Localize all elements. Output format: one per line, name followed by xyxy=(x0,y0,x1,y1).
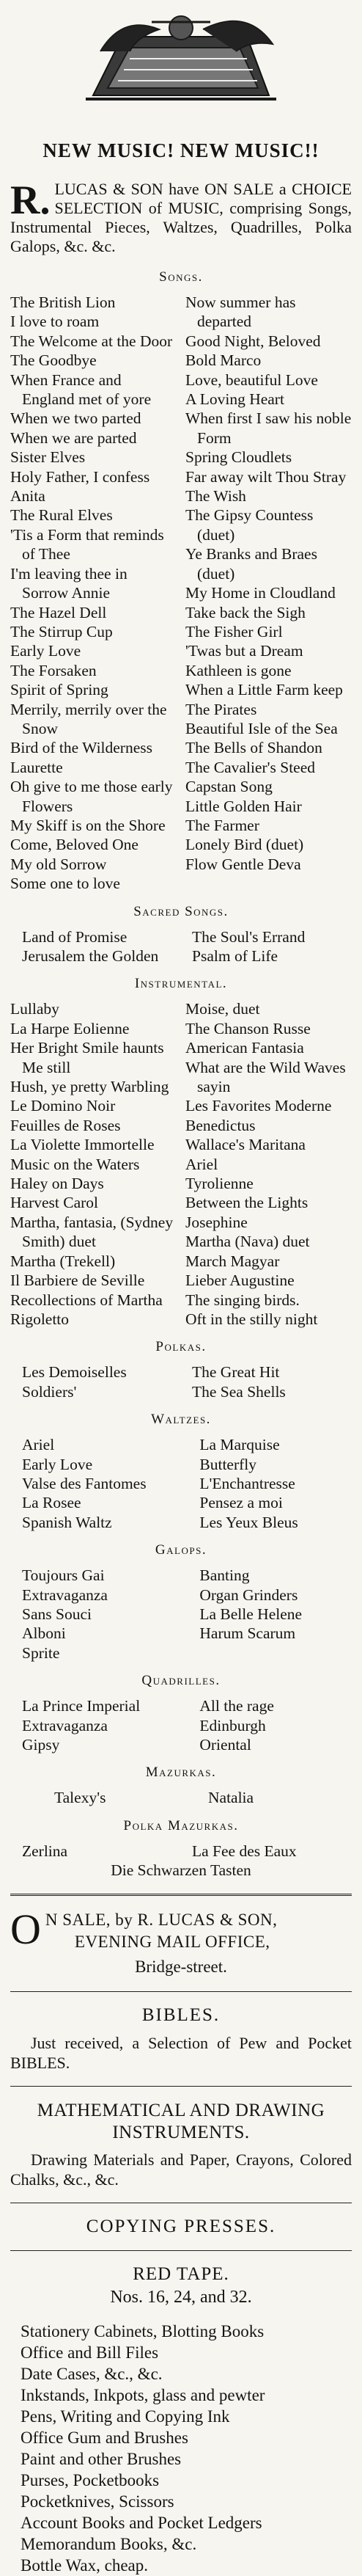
list-item: Kathleen is gone xyxy=(185,661,292,679)
list-item: Il Barbiere de Seville xyxy=(10,1271,145,1290)
list-item: Psalm of Life xyxy=(192,947,278,965)
divider xyxy=(10,1991,352,1992)
instruments-illustration-icon xyxy=(78,7,284,110)
math-body: Drawing Materials and Paper, Crayons, Colored Chalks, &c., &c. xyxy=(10,2150,352,2189)
list-item: Pocketknives, Scissors xyxy=(21,2492,174,2511)
list-item: Date Cases, &c., &c. xyxy=(21,2364,163,2383)
list-item: The Sea Shells xyxy=(192,1382,286,1401)
address-line: Bridge-street. xyxy=(135,1957,227,1976)
section-title-instrumental: Instrumental. xyxy=(134,976,228,992)
list-item: Zerlina xyxy=(22,1842,68,1860)
sacred-list xyxy=(10,927,352,966)
mazurkas-list xyxy=(10,1788,352,1807)
list-item: The Fisher Girl xyxy=(185,622,283,641)
list-item: I love to roam xyxy=(10,313,100,331)
section-title-polka-mazurkas: Polka Mazurkas. xyxy=(123,1817,239,1834)
list-item: Harum Scarum xyxy=(199,1624,296,1643)
list-item: My old Sorrow xyxy=(10,855,107,873)
list-item: Wallace's Maritana xyxy=(185,1136,306,1154)
list-item: The Stirrup Cup xyxy=(10,622,113,641)
list-item: Pens, Writing and Copying Ink xyxy=(21,2407,230,2426)
list-item: Ariel xyxy=(22,1436,55,1454)
list-item: The Goodbye xyxy=(10,351,97,370)
list-item: Talexy's xyxy=(54,1789,106,1807)
section-title-polkas: Polkas. xyxy=(155,1339,207,1355)
instrumental-list xyxy=(10,999,352,1329)
list-item: Inkstands, Inkpots, glass and pewter xyxy=(21,2385,265,2404)
math-title: MATHEMATICAL AND DRAWING INSTRUMENTS. xyxy=(37,2100,325,2142)
drop-cap: R. xyxy=(10,178,51,223)
list-item: The Pirates xyxy=(185,700,257,718)
headline: NEW MUSIC! NEW MUSIC!! xyxy=(43,139,319,161)
list-item: What are the Wild Waves sayin xyxy=(185,1058,346,1096)
divider xyxy=(10,1894,352,1896)
on-sale-line: N SALE, by R. LUCAS & SON, xyxy=(45,1910,278,1929)
list-item: A Loving Heart xyxy=(185,390,284,409)
list-item: Feuilles de Roses xyxy=(10,1116,121,1134)
list-item: Lieber Augustine xyxy=(185,1271,295,1290)
list-item: The Wish xyxy=(185,487,246,506)
list-item: Lullaby xyxy=(10,1000,59,1018)
office-line: EVENING MAIL OFFICE, xyxy=(74,1932,270,1951)
list-item: Benedictus xyxy=(185,1116,256,1134)
intro-text: LUCAS & SON have ON SALE a CHOICE SELECTION of MUSIC, comprising Songs, Instrumental Pieces, Waltzes, Quadrilles, Polka Galops, &c. &c. xyxy=(10,180,352,255)
list-item: Capstan Song xyxy=(185,778,273,796)
list-item: Les Yeux Bleus xyxy=(199,1513,298,1531)
list-item: Oft in the stilly night xyxy=(185,1310,318,1328)
list-item: Les Demoiselles xyxy=(22,1363,127,1382)
list-item: Take back the Sigh xyxy=(185,603,306,621)
list-item: Anita xyxy=(10,487,45,506)
list-item: Josephine xyxy=(185,1213,248,1231)
divider xyxy=(10,2086,352,2087)
list-item: Flow Gentle Deva xyxy=(185,855,301,873)
list-item: La Prince Imperial xyxy=(22,1697,141,1715)
divider xyxy=(10,2250,352,2251)
red-tape-title: RED TAPE. xyxy=(133,2263,229,2284)
list-item: Martha (Nava) duet xyxy=(185,1233,310,1251)
list-item: Ye Branks and Braes (duet) xyxy=(185,545,317,583)
list-item: My Home in Cloudland xyxy=(185,584,336,602)
list-item: The Rural Elves xyxy=(10,506,113,525)
list-item: When we two parted xyxy=(10,409,141,428)
list-item: Merrily, merrily over the Snow xyxy=(10,700,167,737)
list-item: Martha, fantasia, (Sydney Smith) duet xyxy=(10,1213,174,1251)
list-item: Purses, Pocketbooks xyxy=(21,2470,160,2489)
copying-presses-title: COPYING PRESSES. xyxy=(86,2216,276,2236)
list-item: Extravaganza xyxy=(22,1586,108,1604)
list-item: The Great Hit xyxy=(192,1363,280,1382)
list-item: Beautiful Isle of the Sea xyxy=(185,719,338,737)
list-item: 'Tis a Form that reminds of Thee xyxy=(10,525,164,563)
list-item: Les Favorites Moderne xyxy=(185,1097,332,1115)
drop-cap: O xyxy=(10,1905,41,1953)
bibles-body: Just received, a Selection of Pew and Pocket BIBLES. xyxy=(10,2033,352,2072)
list-item: Alboni xyxy=(22,1624,66,1643)
list-item: Come, Beloved One xyxy=(10,836,138,854)
list-item: The Gipsy Countess (duet) xyxy=(185,506,314,544)
list-item: The British Lion xyxy=(10,293,116,311)
list-item: The Bells of Shandon xyxy=(185,739,322,757)
list-item: Tyrolienne xyxy=(185,1175,254,1193)
list-item: Edinburgh xyxy=(199,1716,266,1734)
section-title-waltzes: Waltzes. xyxy=(151,1412,211,1428)
list-item: La Harpe Eolienne xyxy=(10,1019,130,1037)
list-item: The Welcome at the Door xyxy=(10,332,173,350)
songs-list xyxy=(10,293,352,894)
list-item: The Hazel Dell xyxy=(10,603,107,621)
list-item: La Belle Helene xyxy=(199,1605,303,1623)
instrumental-left-column xyxy=(10,999,177,1329)
list-item: Banting xyxy=(199,1566,250,1585)
list-item: Lonely Bird (duet) xyxy=(185,836,304,854)
section-title-songs: Songs. xyxy=(159,269,203,285)
instrumental-right-column xyxy=(185,999,352,1329)
list-item: Oriental xyxy=(199,1736,251,1754)
list-item: Now summer has departed xyxy=(185,293,296,331)
list-item: Her Bright Smile haunts Me still xyxy=(10,1039,164,1076)
list-item: La Violette Immortelle xyxy=(10,1136,155,1154)
section-title-galops: Galops. xyxy=(155,1542,207,1558)
red-tape-sizes: Nos. 16, 24, and 32. xyxy=(110,2287,252,2307)
list-item: The singing birds. xyxy=(185,1291,300,1309)
list-item: When a Little Farm keep xyxy=(185,681,343,699)
list-item: Spirit of Spring xyxy=(10,681,108,699)
list-item: Moise, duet xyxy=(185,1000,260,1018)
list-item: The Forsaken xyxy=(10,661,97,679)
list-item: Office Gum and Brushes xyxy=(21,2428,188,2447)
list-item: The Cavalier's Steed xyxy=(185,758,316,776)
songs-right-column xyxy=(185,293,352,894)
list-item: Haley on Days xyxy=(10,1175,104,1193)
list-item: Rigoletto xyxy=(10,1310,70,1328)
quadrilles-list xyxy=(10,1696,352,1754)
list-item: Organ Grinders xyxy=(199,1586,298,1604)
list-item: Ariel xyxy=(185,1155,218,1173)
list-item: Music on the Waters xyxy=(10,1155,140,1173)
list-item: Sprite xyxy=(22,1643,60,1662)
list-item: 'Twas but a Dream xyxy=(185,642,303,660)
list-item: Early Love xyxy=(10,642,81,660)
section-title-mazurkas: Mazurkas. xyxy=(145,1765,217,1781)
list-item: Hush, ye pretty Warbling xyxy=(10,1078,169,1096)
list-item: Spring Cloudlets xyxy=(185,448,292,467)
list-item: Little Golden Hair xyxy=(185,797,302,815)
list-item: Natalia xyxy=(208,1789,254,1807)
list-item: Between the Lights xyxy=(185,1194,309,1212)
list-item: I'm leaving thee in Sorrow Annie xyxy=(10,564,128,602)
list-item: Laurette xyxy=(10,758,63,776)
list-item: Memorandum Books, &c. xyxy=(21,2534,197,2553)
songs-left-column xyxy=(10,293,177,894)
list-item: Stationery Cabinets, Blotting Books xyxy=(21,2321,265,2340)
list-item: Some one to love xyxy=(10,875,120,893)
list-item: Spanish Waltz xyxy=(22,1513,112,1531)
list-item: March Magyar xyxy=(185,1252,280,1270)
list-item: Die Schwarzen Tasten xyxy=(111,1861,251,1880)
list-item: La Marquise xyxy=(199,1436,280,1454)
list-item: Pensez a moi xyxy=(199,1494,283,1512)
list-item: Extravaganza xyxy=(22,1716,108,1734)
list-item: Account Books and Pocket Ledgers xyxy=(21,2513,262,2532)
list-item: Holy Father, I confess xyxy=(10,467,150,486)
list-item: When first I saw his noble Form xyxy=(185,409,352,447)
list-item: The Chanson Russe xyxy=(185,1019,311,1037)
list-item: Office and Bill Files xyxy=(21,2343,159,2362)
list-item: L'Enchantresse xyxy=(199,1474,295,1492)
list-item: Toujours Gai xyxy=(22,1566,105,1585)
list-item: Bold Marco xyxy=(185,351,262,370)
intro-paragraph xyxy=(10,180,352,256)
list-item: La Fee des Eaux xyxy=(192,1842,297,1860)
list-item: Oh give to me those early Flowers xyxy=(10,778,173,815)
list-item: American Fantasia xyxy=(185,1039,304,1057)
list-item: All the rage xyxy=(199,1697,274,1715)
musical-instruments-engraving xyxy=(10,0,352,110)
list-item: Valse des Fantomes xyxy=(22,1474,147,1492)
list-item: Bottle Wax, cheap. xyxy=(21,2555,149,2575)
list-item: The Soul's Errand xyxy=(192,927,306,946)
list-item: Sister Elves xyxy=(10,448,86,467)
polka-mazurkas-list xyxy=(10,1842,352,1861)
on-sale-notice xyxy=(10,1905,352,1953)
list-item: Butterfly xyxy=(199,1455,256,1473)
list-item: Land of Promise xyxy=(22,927,128,946)
galops-list xyxy=(10,1566,352,1663)
list-item: When we are parted xyxy=(10,428,137,447)
list-item: The Farmer xyxy=(185,816,259,834)
list-item: My Skiff is on the Shore xyxy=(10,816,166,834)
list-item: Recollections of Martha xyxy=(10,1291,163,1309)
list-item: When France and England met of yore xyxy=(10,371,152,409)
polkas-list xyxy=(10,1362,352,1401)
list-item: Bird of the Wilderness xyxy=(10,739,152,757)
list-item: Far away wilt Thou Stray xyxy=(185,467,347,486)
section-title-sacred: Sacred Songs. xyxy=(133,903,229,919)
list-item: Early Love xyxy=(22,1455,93,1473)
list-item: Harvest Carol xyxy=(10,1194,99,1212)
waltzes-list xyxy=(10,1435,352,1532)
list-item: Gipsy xyxy=(22,1736,60,1754)
bibles-title: BIBLES. xyxy=(141,2004,221,2025)
section-title-quadrilles: Quadrilles. xyxy=(141,1673,221,1689)
list-item: Jerusalem the Golden xyxy=(22,947,159,965)
list-item: Good Night, Beloved xyxy=(185,332,321,350)
stationery-list xyxy=(10,2321,352,2576)
list-item: Sans Souci xyxy=(22,1605,92,1623)
list-item: Martha (Trekell) xyxy=(10,1252,116,1270)
list-item: Soldiers' xyxy=(22,1382,77,1401)
list-item: Le Domino Noir xyxy=(10,1097,116,1115)
list-item: Paint and other Brushes xyxy=(21,2449,182,2468)
list-item: La Rosee xyxy=(22,1494,81,1512)
list-item: Love, beautiful Love xyxy=(185,371,318,389)
